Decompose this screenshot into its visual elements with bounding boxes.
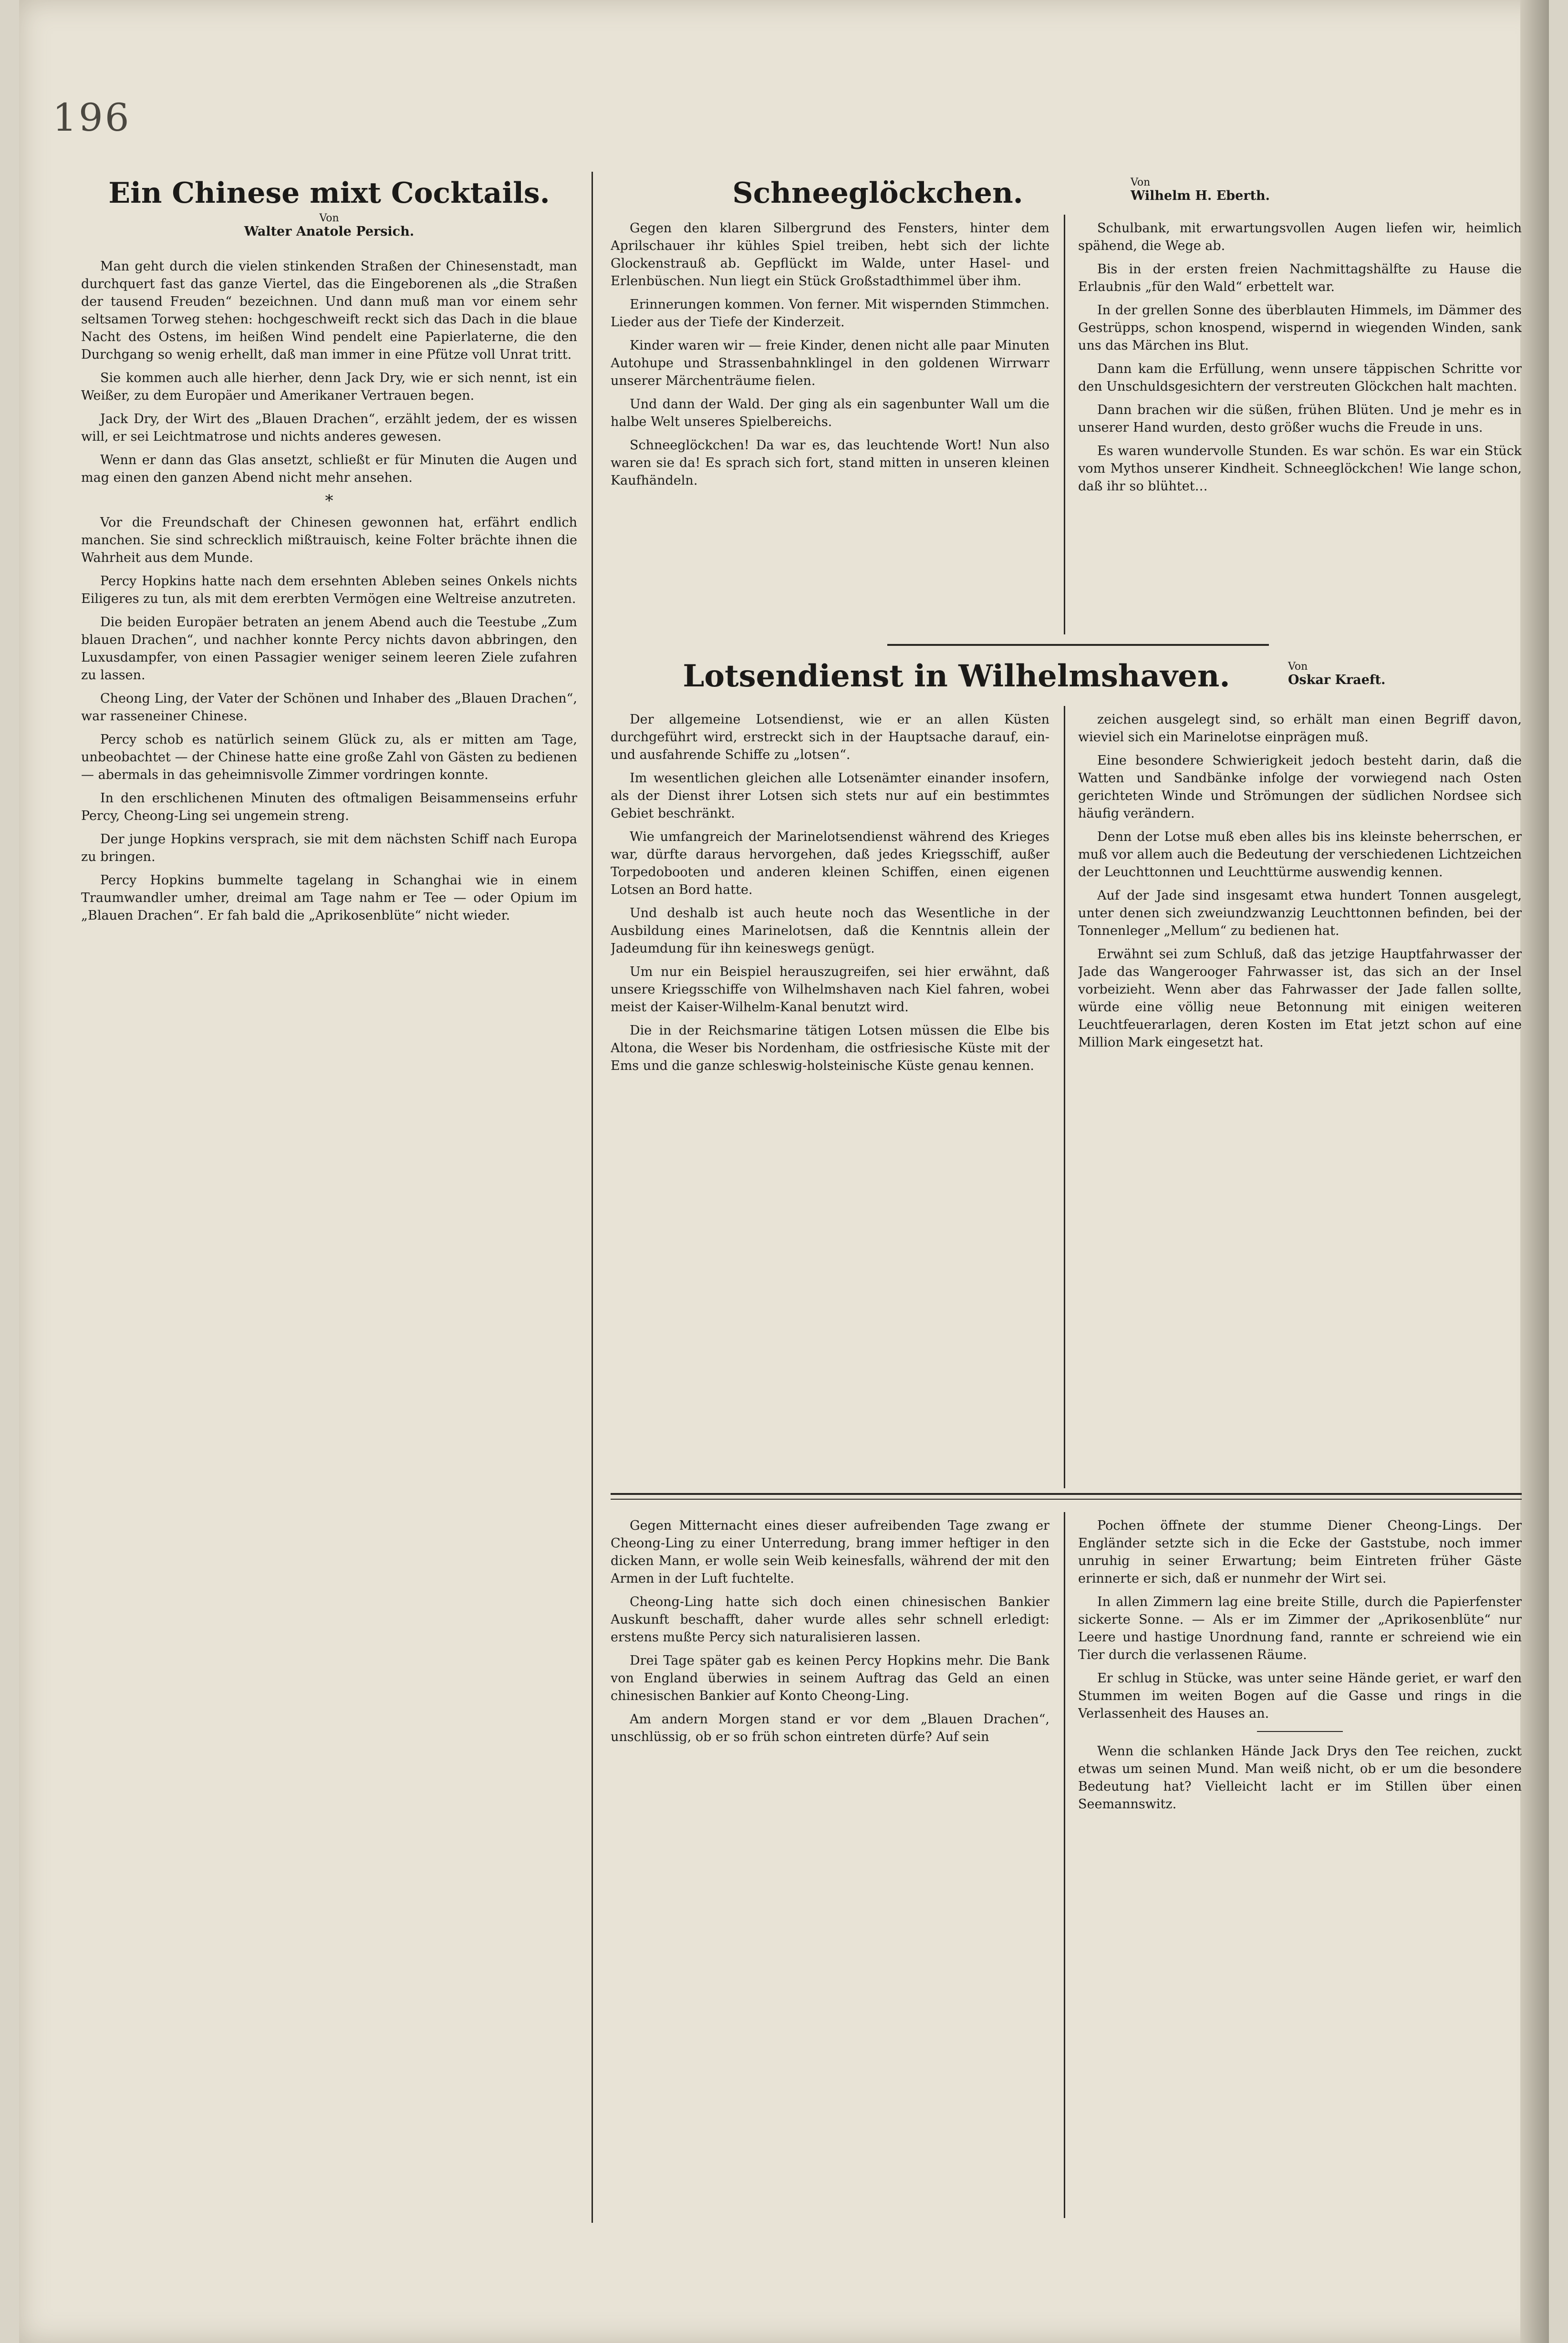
page-edge bbox=[1520, 0, 1549, 2343]
paragraph: Im wesentlichen gleichen alle Lotsenämter einander insofern, als der Dienst ihrer Lotsen sich stets nur auf ein bestimmtes Gebiet beschränkt. bbox=[611, 771, 1049, 821]
byline-author: Walter Anatole Persich. bbox=[244, 224, 415, 239]
paragraph: Der allgemeine Lotsendienst, wie er an allen Küsten durchgeführt wird, erstreckt sich in der Hauptsache darauf, ein- und ausfahrende Schiffe zu „lotsen“. bbox=[611, 712, 1049, 762]
section-rule bbox=[611, 1499, 1522, 1500]
paragraph: Cheong Ling, der Vater der Schönen und Inhaber des „Blauen Drachen“, war rasseneiner Chinese. bbox=[81, 691, 577, 724]
article-byline-cocktails bbox=[81, 212, 577, 239]
paragraph: Wenn die schlanken Hände Jack Drys den Tee reichen, zuckt etwas um seinen Mund. Man weiß nicht, ob er um die besondere Bedeutung hat? Vielleicht lacht er im Stillen über einen Seemannswitz. bbox=[1078, 1744, 1522, 1812]
paragraph: In der grellen Sonne des überblauten Himmels, im Dämmer des Gestrüpps, schon knospend, wispernd in wiegenden Winden, sank uns das Märchen ins Blut. bbox=[1078, 303, 1522, 353]
paragraph: Wenn er dann das Glas ansetzt, schließt er für Minuten die Augen und mag einen den ganzen Abend nicht mehr ansehen. bbox=[81, 453, 577, 485]
paragraph: In den erschlichenen Minuten des oftmaligen Beisammenseins erfuhr Percy, Cheong-Ling sei ungemein streng. bbox=[81, 791, 577, 823]
paragraph: Sie kommen auch alle hierher, denn Jack Dry, wie er sich nennt, ist ein Weißer, zu dem Europäer und Amerikaner Vertrauen begen. bbox=[81, 371, 577, 403]
paragraph: Um nur ein Beispiel herauszugreifen, sei hier erwähnt, daß unsere Kriegsschiffe von Wilhelmshaven nach Kiel fahren, wobei meist der Kaiser-Wilhelm-Kanal benutzt wird. bbox=[611, 964, 1049, 1015]
column-rule bbox=[1064, 1512, 1065, 2218]
paragraph: Bis in der ersten freien Nachmittagshälfte zu Hause die Erlaubnis „für den Wald“ erbettelt war. bbox=[1078, 262, 1522, 294]
column-rule bbox=[1064, 215, 1065, 634]
paragraph: Man geht durch die vielen stinkenden Straßen der Chinesenstadt, man durchquert fast das ganze Viertel, das die Eingeborenen als „die Straßen der tausend Freuden“ bezeichnen. Und dann muß man vor einem sehr seltsamen Torweg stehen: hochgeschweift reckt sich das Dach in die blaue Nacht des Ostens, im heißen Wind pendelt eine Papierlaterne, die den Durchgang so wenig erhellt, daß man immer in eine Pfütze voll Unrat tritt. bbox=[81, 259, 577, 362]
paragraph: Am andern Morgen stand er vor dem „Blauen Drachen“, unschlüssig, ob er so früh schon eintreten dürfe? Auf sein bbox=[611, 1712, 1049, 1744]
paragraph: Cheong-Ling hatte sich doch einen chinesischen Bankier Auskunft beschafft, daher wurde alles sehr schnell erledigt: erstens mußte Percy sich naturalisieren lassen. bbox=[611, 1595, 1049, 1645]
continuation-body-left bbox=[611, 1517, 1049, 2223]
paragraph: Es waren wundervolle Stunden. Es war schön. Es war ein Stück vom Mythos unserer Kindheit. Schneeglöckchen! Wie lange schon, daß ihr so blühtet… bbox=[1078, 444, 1522, 494]
column-rule bbox=[592, 172, 593, 2223]
paragraph: Die in der Reichsmarine tätigen Lotsen müssen die Elbe bis Altona, die Weser bis Nordenham, die ostfriesische Küste mit der Ems und die ganze schleswig-holsteinische Küste genau kennen. bbox=[611, 1023, 1049, 1073]
paragraph: Gegen den klaren Silbergrund des Fensters, hinter dem Aprilschauer ihr kühles Spiel treiben, hebt sich der lichte Glockenstrauß ab. Gepflückt im Walde, unter Hasel- und Erlenbüschen. Nun liegt ein Stück Großstadthimmel über ihm. bbox=[611, 221, 1049, 289]
paragraph: Eine besondere Schwierigkeit jedoch besteht darin, daß die Watten und Sandbänke infolge der vorwiegend nach Osten gerichteten Winde und Strömungen der südlichen Nordsee sich häufig verändern. bbox=[1078, 753, 1522, 821]
article-body-schneegloeckchen-right bbox=[1078, 219, 1522, 620]
paragraph: Percy Hopkins hatte nach dem ersehnten Ableben seines Onkels nichts Eiligeres zu tun, als mit dem ererbten Vermögen eine Weltreise anzutreten. bbox=[81, 574, 577, 606]
paragraph: Auf der Jade sind insgesamt etwa hundert Tonnen ausgelegt, unter denen sich zweiundzwanzig Leuchttonnen befinden, bei der Tonnenleger „Mellum“ zu bedienen hat. bbox=[1078, 888, 1522, 938]
column-rule bbox=[1064, 706, 1065, 1488]
paragraph: Und deshalb ist auch heute noch das Wesentliche in der Ausbildung eines Marinelotsen, daß die Kenntnis allein der Jadeumdung für ihn keineswegs genügt. bbox=[611, 906, 1049, 956]
section-rule bbox=[611, 1493, 1522, 1495]
paragraph: Percy Hopkins bummelte tagelang in Schanghai wie in einem Traumwandler umher, dreimal am Tage nahm er Tee — oder Opium im „Blauen Drachen“. Er fah bald die „Aprikosenblüte“ nicht wieder. bbox=[81, 873, 577, 923]
paragraph: Der junge Hopkins versprach, sie mit dem nächsten Schiff nach Europa zu bringen. bbox=[81, 832, 577, 864]
byline-author: Wilhelm H. Eberth. bbox=[1131, 188, 1270, 203]
paragraph: Wie umfangreich der Marinelotsendienst während des Krieges war, dürfte daraus hervorgehen, daß jedes Kriegsschiff, außer Torpedobooten und anderen kleinen Schiffen, einen eigenen Lotsen an Bord hatte. bbox=[611, 829, 1049, 897]
section-rule bbox=[887, 644, 1269, 646]
paragraph: Dann brachen wir die süßen, frühen Blüten. Und je mehr es in unserer Hand wurden, desto größer wuchs die Freude in uns. bbox=[1078, 403, 1522, 435]
section-asterisk: * bbox=[325, 491, 333, 510]
paragraph: zeichen ausgelegt sind, so erhält man einen Begriff davon, wieviel sich ein Marinelotse einprägen muß. bbox=[1078, 712, 1522, 745]
newspaper-page bbox=[19, 0, 1549, 2343]
article-title-schneegloeckchen: Schneeglöckchen. bbox=[732, 176, 1023, 210]
paragraph: Gegen Mitternacht eines dieser aufreibenden Tage zwang er Cheong-Ling zu einer Unterredung, brang immer heftiger in den dicken Mann, er wolle sein Weib keinesfalls, während der mit den Armen in der Luft fuchtelte. bbox=[611, 1518, 1049, 1586]
paragraph: Vor die Freundschaft der Chinesen gewonnen hat, erfährt endlich manchen. Sie sind schrecklich mißtrauisch, keine Folter brächte ihnen die Wahrheit aus dem Munde. bbox=[81, 515, 577, 565]
article-body-lotsendienst-right bbox=[1078, 711, 1522, 1474]
page-number: 196 bbox=[52, 95, 131, 140]
paragraph: Schneeglöckchen! Da war es, das leuchtende Wort! Nun also waren sie da! Es sprach sich fort, stand mitten in unseren kleinen Kaufhändeln. bbox=[611, 438, 1049, 488]
section-divider bbox=[1257, 1731, 1343, 1732]
article-body-cocktails bbox=[81, 258, 577, 2213]
paragraph: Pochen öffnete der stumme Diener Cheong-Lings. Der Engländer setzte sich in die Ecke der Gaststube, noch immer unruhig in seiner Erwartung; beim Eintreten früher Gäste erinnerte er sich, daß er nunmehr der Wirt sei. bbox=[1078, 1518, 1522, 1586]
byline-von: Von bbox=[319, 212, 339, 224]
article-body-schneegloeckchen-left bbox=[611, 219, 1049, 620]
paragraph: Denn der Lotse muß eben alles bis ins kleinste beherrschen, er muß vor allem auch die Bedeutung der verschiedenen Lichtzeichen der Leuchttonnen und Leuchttürme auswendig kennen. bbox=[1078, 829, 1522, 880]
paragraph: Percy schob es natürlich seinem Glück zu, als er mitten am Tage, unbeobachtet — der Chinese hatte eine große Zahl von Gästen zu bedienen — abermals in das geheimnisvolle Zimmer vordringen konnte. bbox=[81, 732, 577, 782]
article-byline-lotsendienst bbox=[1288, 661, 1479, 687]
paragraph: Schulbank, mit erwartungsvollen Augen liefen wir, heimlich spähend, die Wege ab. bbox=[1078, 221, 1522, 253]
paragraph: Erinnerungen kommen. Von ferner. Mit wispernden Stimmchen. Lieder aus der Tiefe der Kinderzeit. bbox=[611, 297, 1049, 330]
paragraph: In allen Zimmern lag eine breite Stille, durch die Papierfenster sickerte Sonne. — Als er im Zimmer der „Aprikosenblüte“ nur Leere und hastige Unordnung fand, rannte er schreiend wie ein Tier durch die verlassenen Räume. bbox=[1078, 1595, 1522, 1662]
byline-author: Oskar Kraeft. bbox=[1288, 673, 1386, 687]
article-title-lotsendienst: Lotsendienst in Wilhelmshaven. bbox=[683, 658, 1230, 694]
paragraph: Die beiden Europäer betraten an jenem Abend auch die Teestube „Zum blauen Drachen“, und nachher konnte Percy nichts davon abbringen, den Luxusdampfer, von einen Passagier weniger seinem leeren Ziele zufahren zu lassen. bbox=[81, 615, 577, 683]
article-body-lotsendienst-left bbox=[611, 711, 1049, 1474]
paragraph: Kinder waren wir — freie Kinder, denen nicht alle paar Minuten Autohupe und Strassenbahnklingel in den goldenen Wirrwarr unserer Märchenträume fielen. bbox=[611, 338, 1049, 388]
paragraph: Er schlug in Stücke, was unter seine Hände geriet, er warf den Stummen im weiten Bogen auf die Gasse und rings in die Verlassenheit des Hauses an. bbox=[1078, 1671, 1522, 1721]
article-title-cocktails: Ein Chinese mixt Cocktails. bbox=[108, 176, 550, 210]
byline-von: Von bbox=[1288, 661, 1308, 673]
continuation-body-right bbox=[1078, 1517, 1522, 2223]
byline-von: Von bbox=[1131, 176, 1151, 188]
paragraph: Dann kam die Erfüllung, wenn unsere täppischen Schritte vor den Unschuldsgesichtern der verstreuten Glöckchen halt machten. bbox=[1078, 362, 1522, 394]
article-byline-schneegloeckchen bbox=[1131, 176, 1350, 203]
paragraph: Jack Dry, der Wirt des „Blauen Drachen“, erzählt jedem, der es wissen will, er sei Leichtmatrose und nichts anderes gewesen. bbox=[81, 412, 577, 444]
paragraph: Und dann der Wald. Der ging als ein sagenbunter Wall um die halbe Welt unseres Spielbereichs. bbox=[611, 397, 1049, 429]
paragraph: Drei Tage später gab es keinen Percy Hopkins mehr. Die Bank von England überwies in seinem Auftrag das Geld an einen chinesischen Bankier auf Konto Cheong-Ling. bbox=[611, 1653, 1049, 1703]
paragraph: Erwähnt sei zum Schluß, daß das jetzige Hauptfahrwasser der Jade das Wangerooger Fahrwasser ist, das sich an der Insel vorbeizieht. Wenn aber das Fahrwasser der Jade fallen sollte, würde eine völlig neue Betonnung mit einigen weiteren Leuchtfeuerarlagen, deren Kosten im Etat jetzt schon auf eine Million Mark eingesetzt hat. bbox=[1078, 947, 1522, 1050]
